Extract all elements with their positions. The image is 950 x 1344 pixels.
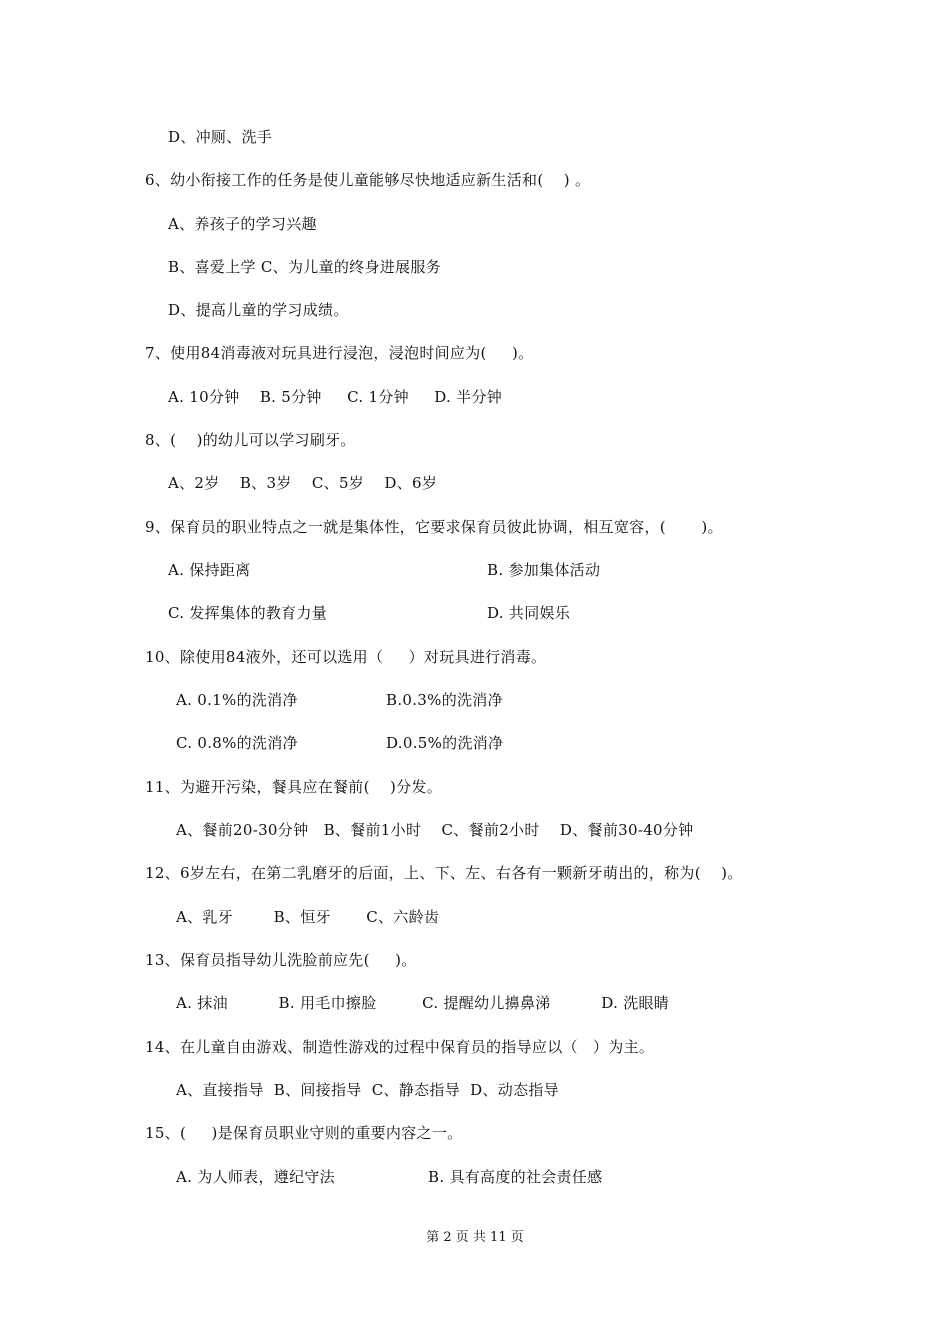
question-12: 12、6岁左右，在第二乳磨牙的后面，上、下、左、右各有一颗新牙萌出的，称为( )。 [145,864,743,882]
question-10: 10、除使用84液外，还可以选用（ ）对玩具进行消毒。 [145,648,547,666]
option-line-q12: A、乳牙 B、恒牙 C、六龄齿 [176,908,440,926]
option-line-q6-a: A、养孩子的学习兴趣 [168,215,317,233]
option-line-q11: A、餐前20-30分钟 B、餐前1小时 C、餐前2小时 D、餐前30-40分钟 [176,821,694,839]
option-q9-d: D. 共同娱乐 [487,604,571,622]
option-line-q14: A、直接指导 B、间接指导 C、静态指导 D、动态指导 [176,1081,559,1099]
question-8: 8、( )的幼儿可以学习刷牙。 [145,431,356,449]
option-q9-a: A. 保持距离 [168,561,251,579]
option-q9-c: C. 发挥集体的教育力量 [168,604,328,622]
option-q15-a: A. 为人师表，遵纪守法 [176,1168,335,1186]
option-line-q8: A、2岁 B、3岁 C、5岁 D、6岁 [168,474,438,492]
question-9: 9、保育员的职业特点之一就是集体性，它要求保育员彼此协调，相互宽容，( )。 [145,518,723,536]
option-line-q5-d: D、冲厕、洗手 [168,128,273,146]
option-q10-a: A. 0.1%的洗消净 [176,691,298,709]
option-line-q7: A. 10分钟 B. 5分钟 C. 1分钟 D. 半分钟 [168,388,503,406]
question-14: 14、在儿童自由游戏、制造性游戏的过程中保育员的指导应以（ ）为主。 [145,1038,655,1056]
question-13: 13、保育员指导幼儿洗脸前应先( )。 [145,951,417,969]
question-15: 15、( )是保育员职业守则的重要内容之一。 [145,1124,463,1142]
option-q10-c: C. 0.8%的洗消净 [176,734,298,752]
option-line-q6-d: D、提高儿童的学习成绩。 [168,301,349,319]
question-11: 11、为避开污染，餐具应在餐前( )分发。 [145,778,443,796]
page-number-footer: 第 2 页 共 11 页 [426,1230,524,1245]
option-q15-b: B. 具有高度的社会责任感 [428,1168,603,1186]
option-q10-b: B.0.3%的洗消净 [386,691,503,709]
option-line-q13: A. 抹油 B. 用毛巾擦脸 C. 提醒幼儿擤鼻涕 D. 洗眼睛 [176,994,670,1012]
option-q10-d: D.0.5%的洗消净 [386,734,504,752]
option-line-q6-bc: B、喜爱上学 C、为儿童的终身进展服务 [168,258,441,276]
question-7: 7、使用84消毒液对玩具进行浸泡，浸泡时间应为( )。 [145,344,534,362]
option-q9-b: B. 参加集体活动 [487,561,601,579]
question-6: 6、幼小衔接工作的任务是使儿童能够尽快地适应新生活和( ) 。 [145,171,591,189]
